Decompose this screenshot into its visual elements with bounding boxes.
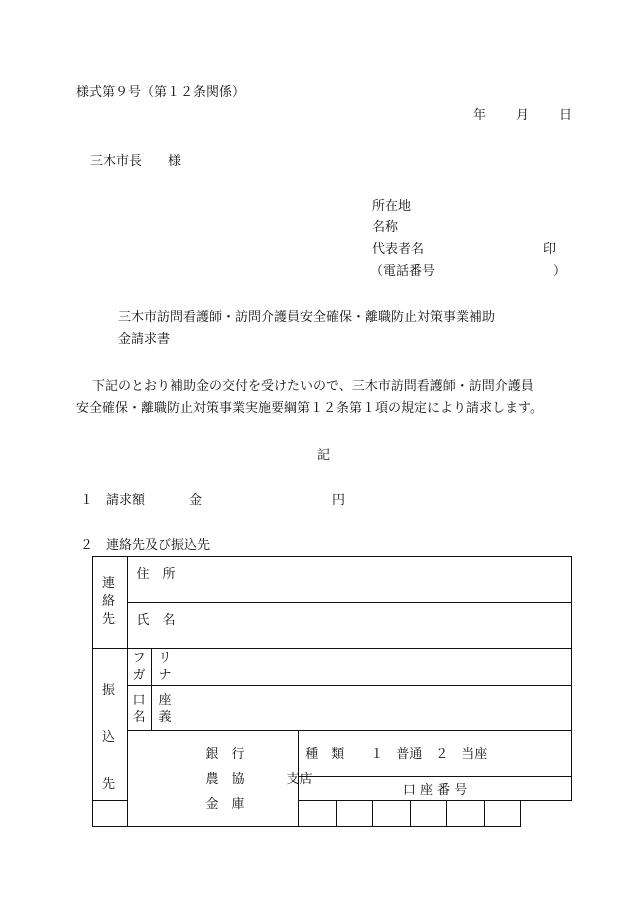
form-number: 様式第９号（第１２条関係） [76,85,246,100]
account-type-options: 種 類 １ 普通 ２ 当座 [305,747,488,762]
phone-close-paren: ） [553,264,567,279]
contact-transfer-table [92,556,572,827]
item2-label: 連絡先及び振込先 [106,538,211,553]
address-label: 所在地 [372,199,412,214]
account-name-label-cell [128,686,172,731]
bank-type-credit-union: 金 庫 [205,797,245,812]
name-label: 名称 [372,220,399,235]
furigana-label-cell [128,649,172,686]
ki-heading: 記 [317,448,331,463]
document-title-line2: 金請求書 [118,332,171,347]
account-number-digit-7[interactable] [484,801,521,827]
furigana-label-line2: ガ ナ [132,668,172,683]
item1-label: 請求額 [106,493,146,508]
transfer-header-char-1: 振 [102,683,116,698]
account-number-digit-5[interactable] [410,801,447,827]
transfer-header-char-2: 込 [102,730,116,745]
furigana-label-line1: フ リ [132,651,172,666]
contact-address-label: 住 所 [136,567,176,582]
account-name-label-line1: 口 座 [132,693,172,708]
item2-number: ２ [80,538,94,553]
branch-label: 支店 [286,772,313,787]
transfer-header-cell [93,649,128,801]
date-day-label: 日 [559,108,573,123]
account-name-value-cell[interactable] [152,686,572,731]
contact-address-cell[interactable] [128,557,572,603]
contact-name-cell[interactable] [128,603,572,649]
bank-name-cell[interactable] [128,731,313,827]
item1-kin: 金 [189,493,203,508]
account-name-label-line2: 名 義 [132,710,172,725]
account-number-header-cell [299,777,572,801]
date-year-label: 年 [473,108,487,123]
account-number-digit-1[interactable] [93,801,128,827]
account-type-cell[interactable] [299,731,572,777]
bank-type-agri-coop: 農 協 [205,772,245,787]
account-number-digit-2[interactable] [299,801,337,827]
account-number-digit-6[interactable] [447,801,485,827]
body-text-line2: 安全確保・離職防止対策事業実施要綱第１２条第１項の規定により請求します。 [76,401,543,416]
body-text-line1: 下記のとおり補助金の交付を受けたいので、三木市訪問看護師・訪問介護員 [92,379,534,394]
addressee: 三木市長 様 [90,154,182,169]
seal-mark: 印 [543,242,557,257]
contact-header-char-3: 先 [102,612,116,627]
transfer-header-char-3: 先 [102,777,116,792]
date-month-label: 月 [516,108,530,123]
account-number-digit-3[interactable] [336,801,373,827]
furigana-value-cell[interactable] [152,649,572,686]
contact-header-char-1: 連 [102,576,116,591]
document-title-line1: 三木市訪問看護師・訪問介護員安全確保・離職防止対策事業補助 [118,310,496,325]
representative-label: 代表者名 [372,242,425,257]
contact-header-char-2: 絡 [102,594,116,609]
account-number-digit-4[interactable] [373,801,411,827]
contact-header-cell [93,557,128,649]
contact-name-label: 氏 名 [136,613,176,628]
item1-number: １ [80,493,94,508]
item1-yen: 円 [332,493,346,508]
account-number-label: 口 座 番 号 [402,783,468,798]
phone-label: （電話番号 [370,264,436,279]
bank-type-bank: 銀 行 [205,747,245,762]
